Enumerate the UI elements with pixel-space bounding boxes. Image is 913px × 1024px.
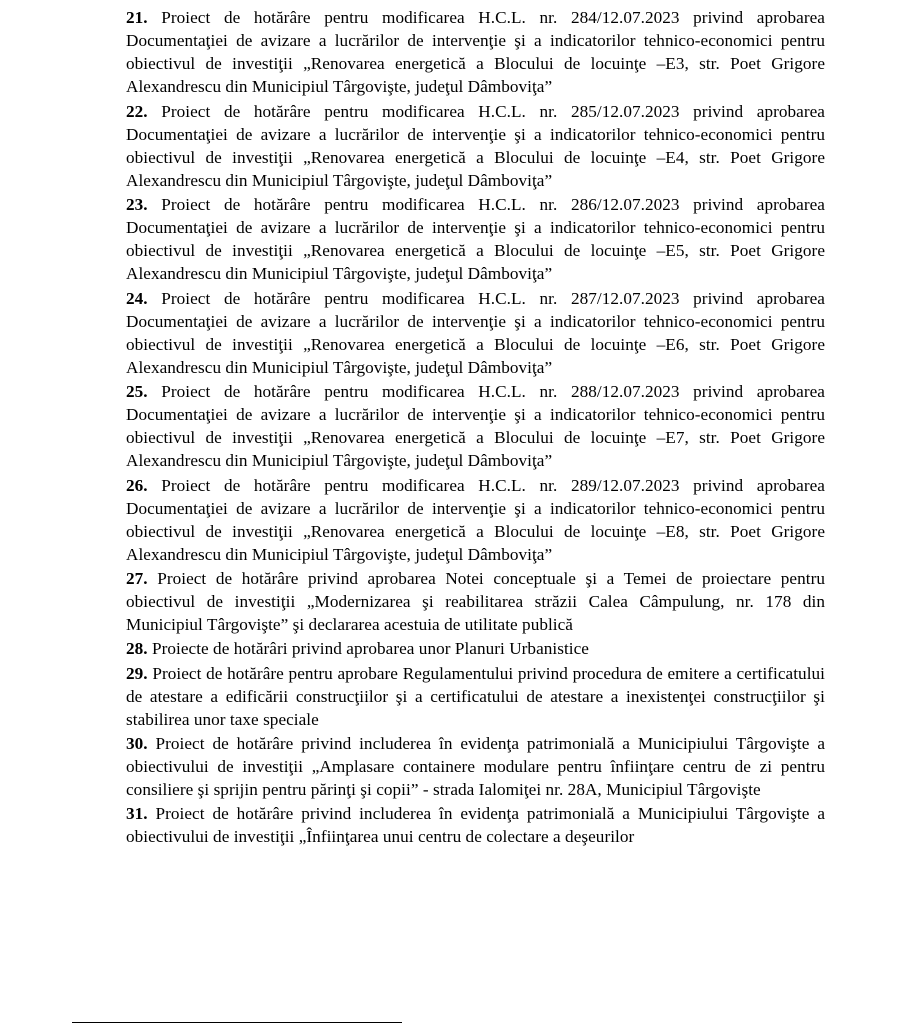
item-number: 31.: [126, 804, 148, 824]
item-text: Proiect de hotărâre privind includerea în evidenţa patrimonială a Municipiului Târgovişte a obiectivului de investiţii „Amplasare containere modulare pentru înfiinţare centru de zi pentru consiliere şi sprijin pentru părinţi şi copii” - strada Ialomiţei nr. 28A, Municipiul Târgovişte: [126, 733, 825, 800]
item-number: 25.: [126, 382, 148, 401]
list-item: [126, 6, 825, 99]
agenda-list: [126, 6, 825, 849]
list-item: [126, 637, 825, 660]
item-text: Proiect de hotărâre privind includerea în evidenţa patrimonială a Municipiului Târgovişte a obiectivului de investiţii „Înfiinţarea unui centru de colectare a deşeurilor: [126, 804, 825, 847]
item-number: 23.: [126, 195, 148, 214]
list-item: [126, 662, 825, 731]
item-number: 21.: [126, 8, 148, 27]
list-item: [126, 193, 825, 286]
list-item: [126, 474, 825, 567]
list-item: [126, 802, 825, 848]
item-text: Proiect de hotărâre pentru modificarea H.C.L. nr. 285/12.07.2023 privind aprobarea Documentaţiei de avizare a lucrărilor de intervenţie şi a indicatorilor tehnico-economici pentru obiectivul de investiţii „Renovarea energetică a Blocului de locuinţe –E4, str. Poet Grigore Alexandrescu din Municipiul Târgovişte, judeţul Dâmboviţa”: [126, 101, 825, 190]
item-text: Proiecte de hotărâri privind aprobarea unor Planuri Urbanistice: [152, 639, 589, 659]
item-text: Proiect de hotărâre pentru modificarea H.C.L. nr. 289/12.07.2023 privind aprobarea Documentaţiei de avizare a lucrărilor de intervenţie şi a indicatorilor tehnico-economici pentru obiectivul de investiţii „Renovarea energetică a Blocului de locuinţe –E8, str. Poet Grigore Alexandrescu din Municipiul Târgovişte, judeţul Dâmboviţa”: [126, 475, 825, 564]
item-text: Proiect de hotărâre pentru modificarea H.C.L. nr. 284/12.07.2023 privind aprobarea Documentaţiei de avizare a lucrărilor de intervenţie şi a indicatorilor tehnico-economici pentru obiectivul de investiţii „Renovarea energetică a Blocului de locuinţe –E3, str. Poet Grigore Alexandrescu din Municipiul Târgovişte, judeţul Dâmboviţa”: [126, 8, 825, 97]
list-item: [126, 567, 825, 636]
item-text: Proiect de hotărâre pentru modificarea H.C.L. nr. 288/12.07.2023 privind aprobarea Documentaţiei de avizare a lucrărilor de intervenţie şi a indicatorilor tehnico-economici pentru obiectivul de investiţii „Renovarea energetică a Blocului de locuinţe –E7, str. Poet Grigore Alexandrescu din Municipiul Târgovişte, judeţul Dâmboviţa”: [126, 382, 825, 471]
item-text: Proiect de hotărâre pentru aprobare Regulamentului privind procedura de emitere a certificatului de atestare a edificării construcţiilor şi a certificatului de atestare a inexistenţei construcţiilor şi stabilirea unor taxe speciale: [126, 663, 825, 729]
list-item: [126, 287, 825, 380]
item-text: Proiect de hotărâre privind aprobarea Notei conceptuale şi a Temei de proiectare pentru obiectivul de investiţii „Modernizarea şi reabilitarea străzii Calea Câmpulung, nr. 178 din Municipiul Târgovişte” şi declararea acestuia de utilitate publică: [126, 569, 825, 635]
item-number: 24.: [126, 288, 148, 308]
item-text: Proiect de hotărâre pentru modificarea H.C.L. nr. 287/12.07.2023 privind aprobarea Documentaţiei de avizare a lucrărilor de intervenţie şi a indicatorilor tehnico-economici pentru obiectivul de investiţii „Renovarea energetică a Blocului de locuinţe –E6, str. Poet Grigore Alexandrescu din Municipiul Târgovişte, judeţul Dâmboviţa”: [126, 288, 825, 377]
item-number: 27.: [126, 569, 148, 588]
item-number: 26.: [126, 475, 148, 495]
item-number: 28.: [126, 639, 148, 659]
item-number: 30.: [126, 733, 148, 753]
list-item: [126, 732, 825, 801]
item-text: Proiect de hotărâre pentru modificarea H.C.L. nr. 286/12.07.2023 privind aprobarea Documentaţiei de avizare a lucrărilor de intervenţie şi a indicatorilor tehnico-economici pentru obiectivul de investiţii „Renovarea energetică a Blocului de locuinţe –E5, str. Poet Grigore Alexandrescu din Municipiul Târgovişte, judeţul Dâmboviţa”: [126, 195, 825, 284]
list-item: [126, 100, 825, 193]
list-item: [126, 380, 825, 473]
page-bottom-rule: [72, 1022, 402, 1023]
item-number: 29.: [126, 663, 148, 683]
item-number: 22.: [126, 101, 148, 121]
